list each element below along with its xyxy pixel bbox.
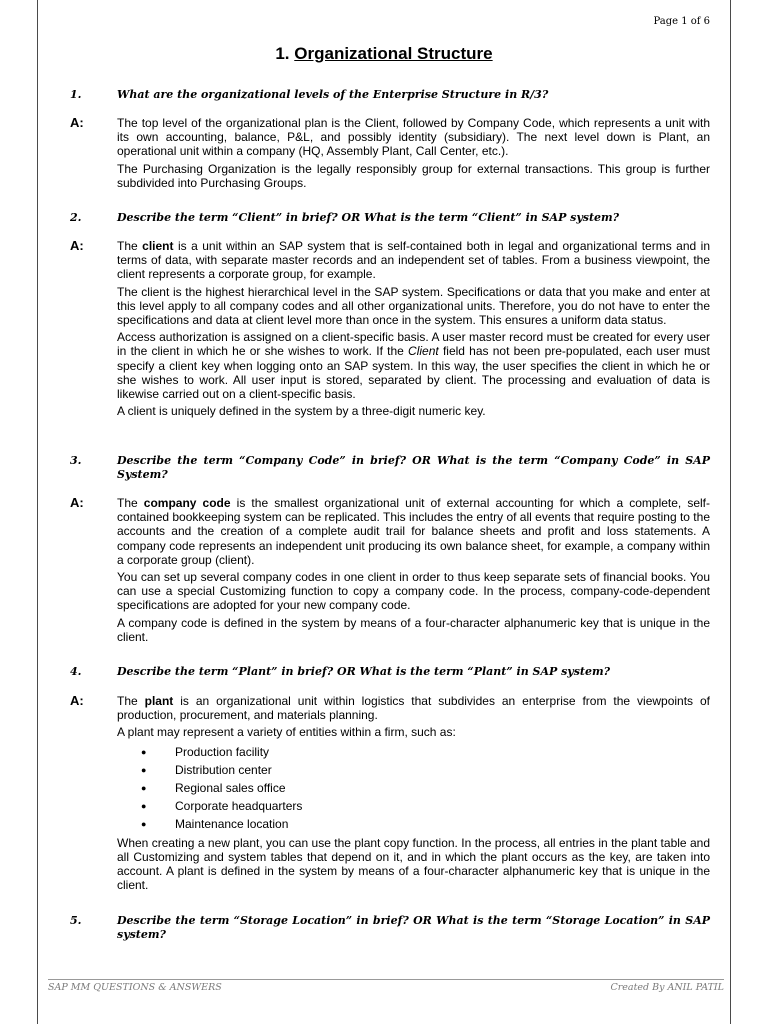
question-number: 5. — [70, 914, 82, 927]
list-item: ● Corporate headquarters — [141, 798, 303, 813]
answer-label: A: — [70, 238, 84, 253]
question-2 — [70, 211, 710, 225]
bullet-icon: ● — [141, 782, 147, 793]
list-item: ● Production facility — [141, 744, 270, 759]
bullet-icon: ● — [141, 746, 147, 757]
plant-entity-list — [117, 743, 710, 833]
bullet-icon: ● — [141, 764, 147, 775]
list-item: ● Regional sales office — [141, 780, 286, 795]
title-number: 1. — [275, 44, 290, 63]
footer-right-text: Created By ANIL PATIL — [610, 982, 724, 993]
question-number: 1. — [70, 88, 82, 101]
page-number: Page 1 of 6 — [653, 16, 710, 27]
answer-paragraph: A plant may represent a variety of entities within a firm, such as: — [117, 725, 456, 740]
answer-paragraph: A client is uniquely defined in the system by a three-digit numeric key. — [117, 404, 486, 419]
page-title — [38, 44, 730, 64]
term-plant: plant — [144, 694, 174, 708]
answer-paragraph: The client is a unit within an SAP system that is self-contained both in legal and organizational terms and in terms of data, with separate master records and an independent set of tables. From a business viewpoint, the client represents a corporate group, for example. — [117, 239, 710, 282]
question-number: 2. — [70, 211, 82, 224]
answer-paragraph: The company code is the smallest organizational unit of external accounting for which a complete, self-contained bookkeeping system can be replicated. This includes the entry of all events that require posting to the accounts and the creation of a complete audit trail for balance sheets and profit and loss statements. A company code represents an independent unit producing its own balance sheet, for example, a company within a corporate group (client). — [117, 496, 711, 567]
answer-paragraph: The Purchasing Organization is the legally responsibly group for external transactions. This group is further subdivided into Purchasing Groups. — [117, 161, 710, 190]
answer-paragraph: You can set up several company codes in one client in order to thus keep separate sets of financial books. You can use a special Customizing function to copy a company code. In the process, company-code-dependent specifications are adopted for your new company code. — [117, 570, 710, 613]
term-client: client — [142, 239, 174, 253]
answer-paragraph: When creating a new plant, you can use the plant copy function. In the process, all entries in the plant table and all Customizing and system tables that depend on it, and in which the plant occurs as the key, are taken into account. A plant is defined in the system by means of a four-character alphanumeric key that is unique in the client. — [117, 835, 710, 893]
answer-paragraph: The top level of the organizational plan is the Client, followed by Company Code, which represents a unit with its own accounting, balance, P&L, and possibly identity (subsidiary). The next level down is Plant, an operational unit within a company (HQ, Assembly Plant, Call Center, etc.). — [117, 116, 710, 159]
list-item: ● Maintenance location — [141, 816, 289, 831]
question-4 — [70, 665, 710, 679]
answer-4 — [70, 694, 710, 895]
answer-paragraph: The client is the highest hierarchical level in the SAP system. Specifications or data that you make and enter at this level apply to all company codes and all other organizational units. Therefore, you do not have to enter the specifications and data at client level more than once in the system. This ensures a uniform data status. — [117, 284, 710, 328]
bullet-icon: ● — [141, 800, 147, 811]
question-text: Describe the term “Company Code” in brief? OR What is the term “Company Code” in SAP System? — [117, 454, 710, 481]
answer-paragraph: The plant is an organizational unit within logistics that subdivides an enterprise from the viewpoints of production, procurement, and materials planning. — [117, 694, 710, 723]
answer-1 — [70, 116, 710, 193]
answer-3 — [70, 496, 710, 647]
field-name-client: Client — [408, 344, 439, 359]
answer-label: A: — [70, 495, 84, 510]
answer-label: A: — [70, 693, 84, 708]
footer-left-text: SAP MM QUESTIONS & ANSWERS — [48, 982, 222, 993]
page-footer — [48, 979, 724, 993]
question-text: What are the organizational levels of the Enterprise Structure in R/3? — [117, 88, 549, 101]
title-text: Organizational Structure — [294, 44, 493, 63]
answer-label: A: — [70, 115, 84, 130]
list-item: ● Distribution center — [141, 762, 272, 777]
question-text: Describe the term “Plant” in brief? OR What is the term “Plant” in SAP system? — [117, 665, 611, 678]
answer-paragraph: Access authorization is assigned on a client-specific basis. A user master record must be created for every user in the client in which he or she wishes to work. If the Client field has not been pre-populated, each user must specify a client key when logging onto an SAP system. In this way, the user specifies the client in which he or she wishes to work. All user input is stored, separated by client. The processing and evaluation of data is likewise carried out on a client-specific basis. — [117, 330, 711, 402]
term-company-code: company code — [143, 496, 231, 510]
question-number: 4. — [70, 665, 82, 678]
question-1 — [70, 88, 710, 102]
bullet-icon: ● — [141, 818, 147, 829]
question-text: Describe the term “Storage Location” in brief? OR What is the term “Storage Location” in SAP system? — [117, 914, 710, 941]
question-text: Describe the term “Client” in brief? OR What is the term “Client” in SAP system? — [117, 211, 620, 224]
answer-2 — [70, 239, 710, 421]
document-page — [37, 0, 731, 1024]
question-3 — [70, 454, 710, 482]
answer-paragraph: A company code is defined in the system by means of a four-character alphanumeric key that is unique in the client. — [117, 615, 710, 644]
question-number: 3. — [70, 454, 82, 467]
question-5 — [70, 914, 710, 942]
